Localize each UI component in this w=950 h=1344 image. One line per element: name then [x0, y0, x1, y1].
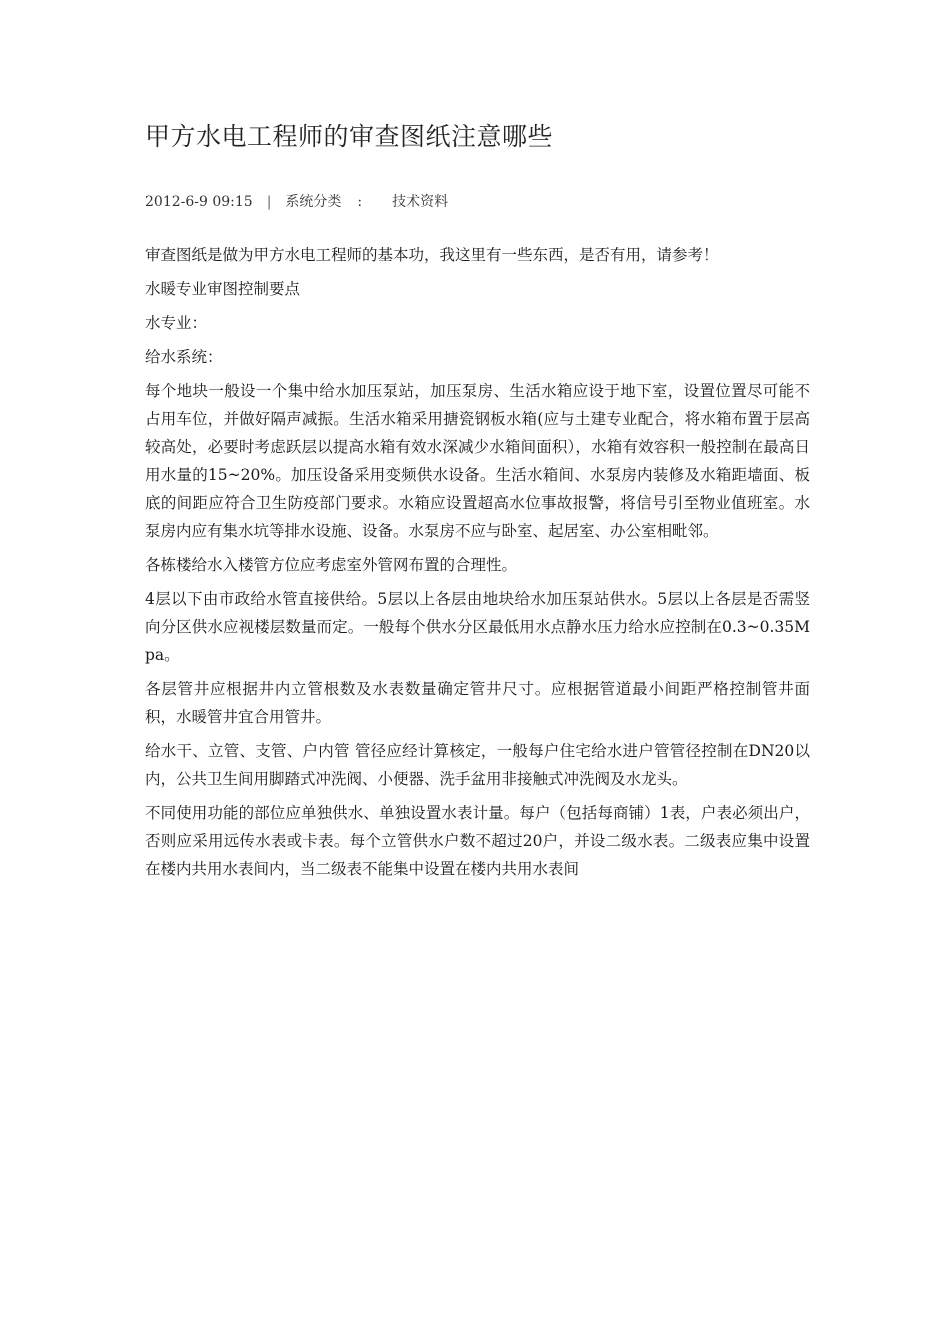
paragraph-heading-hvac: 水暖专业审图控制要点: [145, 280, 301, 298]
paragraph-pressure-zones: 4层以下由市政给水管直接供给。5层以上各层由地块给水加压泵站供水。5层以上各层是否需竖向分区供水应视楼层数量而定。一般每个供水分区最低用水点静水压力给水应控制在0.3~0.35Mpa。: [145, 590, 810, 664]
paragraph-pipe-diameter: 给水干、立管、支管、户内管 管径应经计算核定，一般每户住宅给水进户管管径控制在DN20以内，公共卫生间用脚踏式冲洗阀、小便器、洗手盆用非接触式冲洗阀及水龙头。: [145, 742, 810, 788]
paragraph-entry-pipe: 各栋楼给水入楼管方位应考虑室外管网布置的合理性。: [145, 556, 518, 574]
article-body: [145, 241, 810, 889]
paragraph-water-meter: 不同使用功能的部位应单独供水、单独设置水表计量。每户（包括每商铺）1表，户表必须出户，否则应采用远传水表或卡表。每个立管供水户数不超过20户，并设二级水表。二级表应集中设置在楼内共用水表间内，当二级表不能集中设置在楼内共用水表间: [145, 804, 810, 878]
category-value: 技术资料: [392, 194, 449, 210]
paragraph-pipe-shaft: 各层管井应根据井内立管根数及水表数量确定管井尺寸。应根据管道最小间距严格控制管井面积，水暖管井宜合用管井。: [145, 680, 810, 726]
post-meta: [145, 191, 448, 211]
paragraph-heading-supply: 给水系统：: [145, 348, 223, 366]
meta-colon: :: [357, 194, 363, 210]
post-date: 2012-6-9 09:15: [145, 194, 253, 210]
meta-separator: |: [266, 194, 272, 210]
category-label: 系统分类: [285, 194, 342, 210]
paragraph-intro: 审查图纸是做为甲方水电工程师的基本功，我这里有一些东西，是否有用，请参考！: [145, 246, 719, 264]
document-title: 甲方水电工程师的审查图纸注意哪些: [145, 122, 554, 151]
paragraph-pump-station: 每个地块一般设一个集中给水加压泵站，加压泵房、生活水箱应设于地下室，设置位置尽可能不占用车位，并做好隔声减振。生活水箱采用搪瓷钢板水箱(应与土建专业配合，将水箱布置于层高较高处，必要时考虑跃层以提高水箱有效水深减少水箱间面积），水箱有效容积一般控制在最高日用水量的15~20%。加压设备采用变频供水设备。生活水箱间、水泵房内装修及水箱距墙面、板底的间距应符合卫生防疫部门要求。水箱应设置超高水位事故报警，将信号引至物业值班室。水泵房内应有集水坑等排水设施、设备。水泵房不应与卧室、起居室、办公室相毗邻。: [145, 382, 810, 540]
paragraph-heading-water: 水专业：: [145, 314, 208, 332]
